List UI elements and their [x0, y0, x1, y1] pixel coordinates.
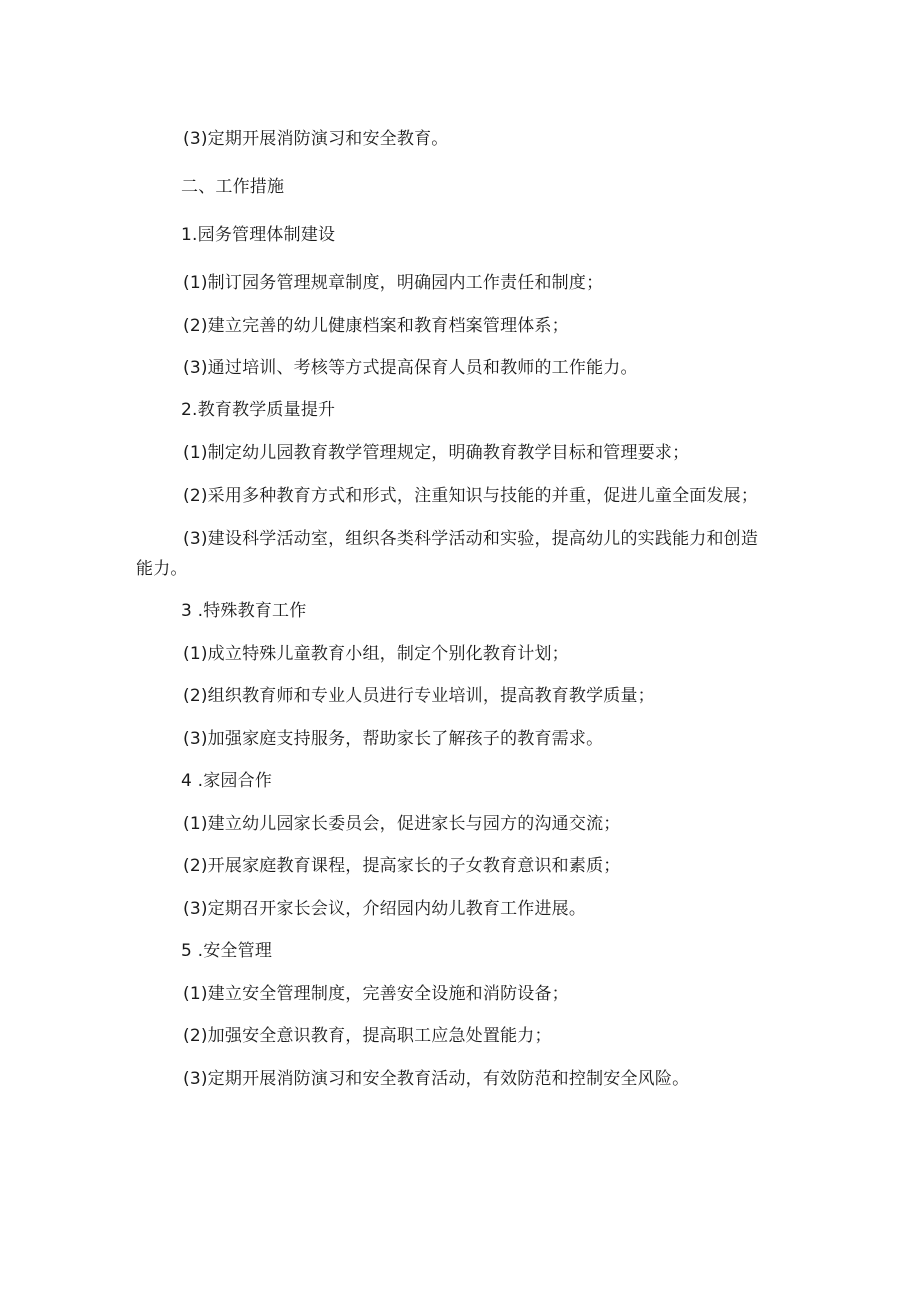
paragraph-line: (3)通过培训、考核等方式提高保育人员和教师的工作能力。 — [183, 358, 638, 378]
paragraph-line: (3)定期开展消防演习和安全教育活动，有效防范和控制安全风险。 — [183, 1069, 690, 1089]
paragraph-line: (2)组织教育师和专业人员进行专业培训，提高教育教学质量； — [183, 686, 655, 706]
paragraph-line: (1)成立特殊儿童教育小组，制定个别化教育计划； — [183, 644, 569, 664]
paragraph-line: (2)建立完善的幼儿健康档案和教育档案管理体系； — [183, 316, 569, 336]
paragraph-line: (1)建立幼儿园家长委员会，促进家长与园方的沟通交流； — [183, 814, 621, 834]
paragraph-line: (3)加强家庭支持服务，帮助家长了解孩子的教育需求。 — [183, 729, 604, 749]
paragraph-line: (2)采用多种教育方式和形式，注重知识与技能的并重，促进儿童全面发展； — [183, 486, 759, 506]
subsection-heading: 2.教育教学质量提升 — [181, 400, 336, 420]
paragraph-line: (3)定期开展消防演习和安全教育。 — [183, 129, 449, 149]
paragraph-line: (3)定期召开家长会议，介绍园内幼儿教育工作进展。 — [183, 899, 587, 919]
paragraph-line: (3)建设科学活动室，组织各类科学活动和实验，提高幼儿的实践能力和创造 — [183, 529, 759, 549]
subsection-heading: 1.园务管理体制建设 — [181, 225, 336, 245]
subsection-heading: 4 .家园合作 — [181, 771, 273, 791]
section-heading: 二、工作措施 — [181, 177, 285, 197]
paragraph-line-continuation: 能力。 — [136, 559, 188, 579]
paragraph-line: (2)加强安全意识教育，提高职工应急处置能力； — [183, 1026, 552, 1046]
paragraph-line: (2)开展家庭教育课程，提高家长的子女教育意识和素质； — [183, 856, 621, 876]
subsection-heading: 5 .安全管理 — [181, 941, 273, 961]
subsection-heading: 3 .特殊教育工作 — [181, 601, 307, 621]
paragraph-line: (1)制定幼儿园教育教学管理规定，明确教育教学目标和管理要求； — [183, 443, 690, 463]
paragraph-line: (1)建立安全管理制度，完善安全设施和消防设备； — [183, 984, 569, 1004]
paragraph-line: (1)制订园务管理规章制度，明确园内工作责任和制度； — [183, 273, 604, 293]
